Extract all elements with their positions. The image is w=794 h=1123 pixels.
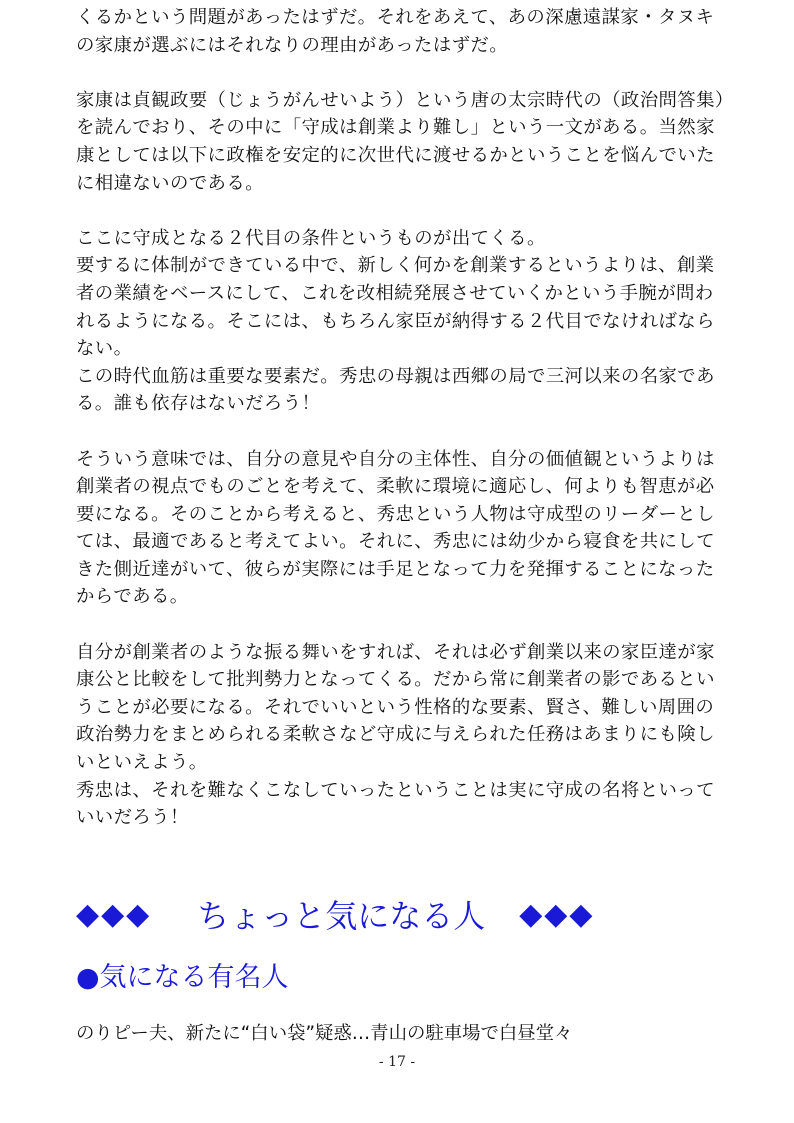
text-line: の家康が選ぶにはそれなりの理由があったはずだ。 (76, 34, 509, 56)
section-title: ちょっと気になる人 (197, 897, 486, 935)
paragraph-3 (76, 225, 726, 418)
paragraph-4 (76, 446, 726, 612)
paragraph-1 (76, 4, 726, 59)
text-line: くるかという問題があったはずだ。それをあえて、あの深慮遠謀家・タヌキ (76, 7, 715, 28)
paragraph-5 (76, 639, 726, 832)
page-number: - 17 - (378, 1054, 416, 1070)
text-line: 秀忠は、それを難なくこなしていったということは実に守成の名将といって (76, 779, 715, 801)
text-line: に相違ないのである。 (76, 172, 264, 194)
text-line: いいだろう！ (76, 807, 189, 829)
body-text (76, 4, 734, 832)
text-line: れるようになる。そこには、もちろん家臣が納得する２代目でなければなら (76, 310, 715, 332)
text-line: きた側近達がいて、彼らが実際には手足となって力を発揮することになった (76, 558, 715, 580)
text-line: 康としては以下に政権を安定的に次世代に渡せるかということを悩んでいた (76, 144, 715, 166)
text-line: ては、最適であると考えてよい。それに、秀忠には幼少から寝食を共にして (76, 531, 715, 553)
subheading: ●気になる有名人 (76, 962, 289, 993)
text-line: 自分が創業者のような振る舞いをすれば、それは必ず創業以来の家臣達が家 (76, 641, 715, 663)
text-line: を読んでおり、その中に「守成は創業より難し」という一文がある。当然家 (76, 117, 715, 139)
text-line: 家康は貞観政要（じょうがんせいよう）という唐の太宗時代の（政治問答集） (76, 89, 734, 111)
news-headline: のりピー夫、新たに“白い袋”疑惑…青山の駐車場で白昼堂々 (76, 1023, 573, 1044)
text-line: 要になる。そのことから考えると、秀忠という人物は守成型のリーダーとし (76, 503, 715, 525)
text-line: そういう意味では、自分の意見や自分の主体性、自分の価値観というよりは (76, 448, 715, 470)
text-line: いといえよう。 (76, 752, 208, 774)
text-line: 要するに体制ができている中で、新しく何かを創業するというよりは、創業 (76, 255, 715, 277)
diamond-icon: ◆◆◆ (76, 896, 152, 932)
section-heading (76, 892, 594, 936)
diamond-icon: ◆◆◆ (519, 896, 595, 932)
paragraph-2 (76, 87, 734, 197)
text-line: ここに守成となる２代目の条件というものが出てくる。 (76, 227, 546, 249)
text-line: ない。 (76, 338, 133, 360)
text-line: うことが必要になる。それでいいという性格的な要素、賢さ、難しい周囲の (76, 696, 715, 718)
text-line: この時代血筋は重要な要素だ。秀忠の母親は西郷の局で三河以来の名家であ (76, 365, 715, 387)
text-line: る。誰も依存はないだろう！ (76, 393, 321, 415)
text-line: 創業者の視点でものごとを考えて、柔軟に環境に適応し、何よりも智恵が必 (76, 476, 715, 498)
text-line: 政治勢力をまとめられる柔軟さなど守成に与えられた任務はあまりにも険し (76, 724, 715, 746)
text-line: からである。 (76, 586, 189, 608)
text-line: 康公と比較をして批判勢力となってくる。だから常に創業者の影であるとい (76, 669, 715, 691)
text-line: 者の業績をベースにして、これを改相続発展させていくかという手腕が問わ (76, 282, 714, 304)
